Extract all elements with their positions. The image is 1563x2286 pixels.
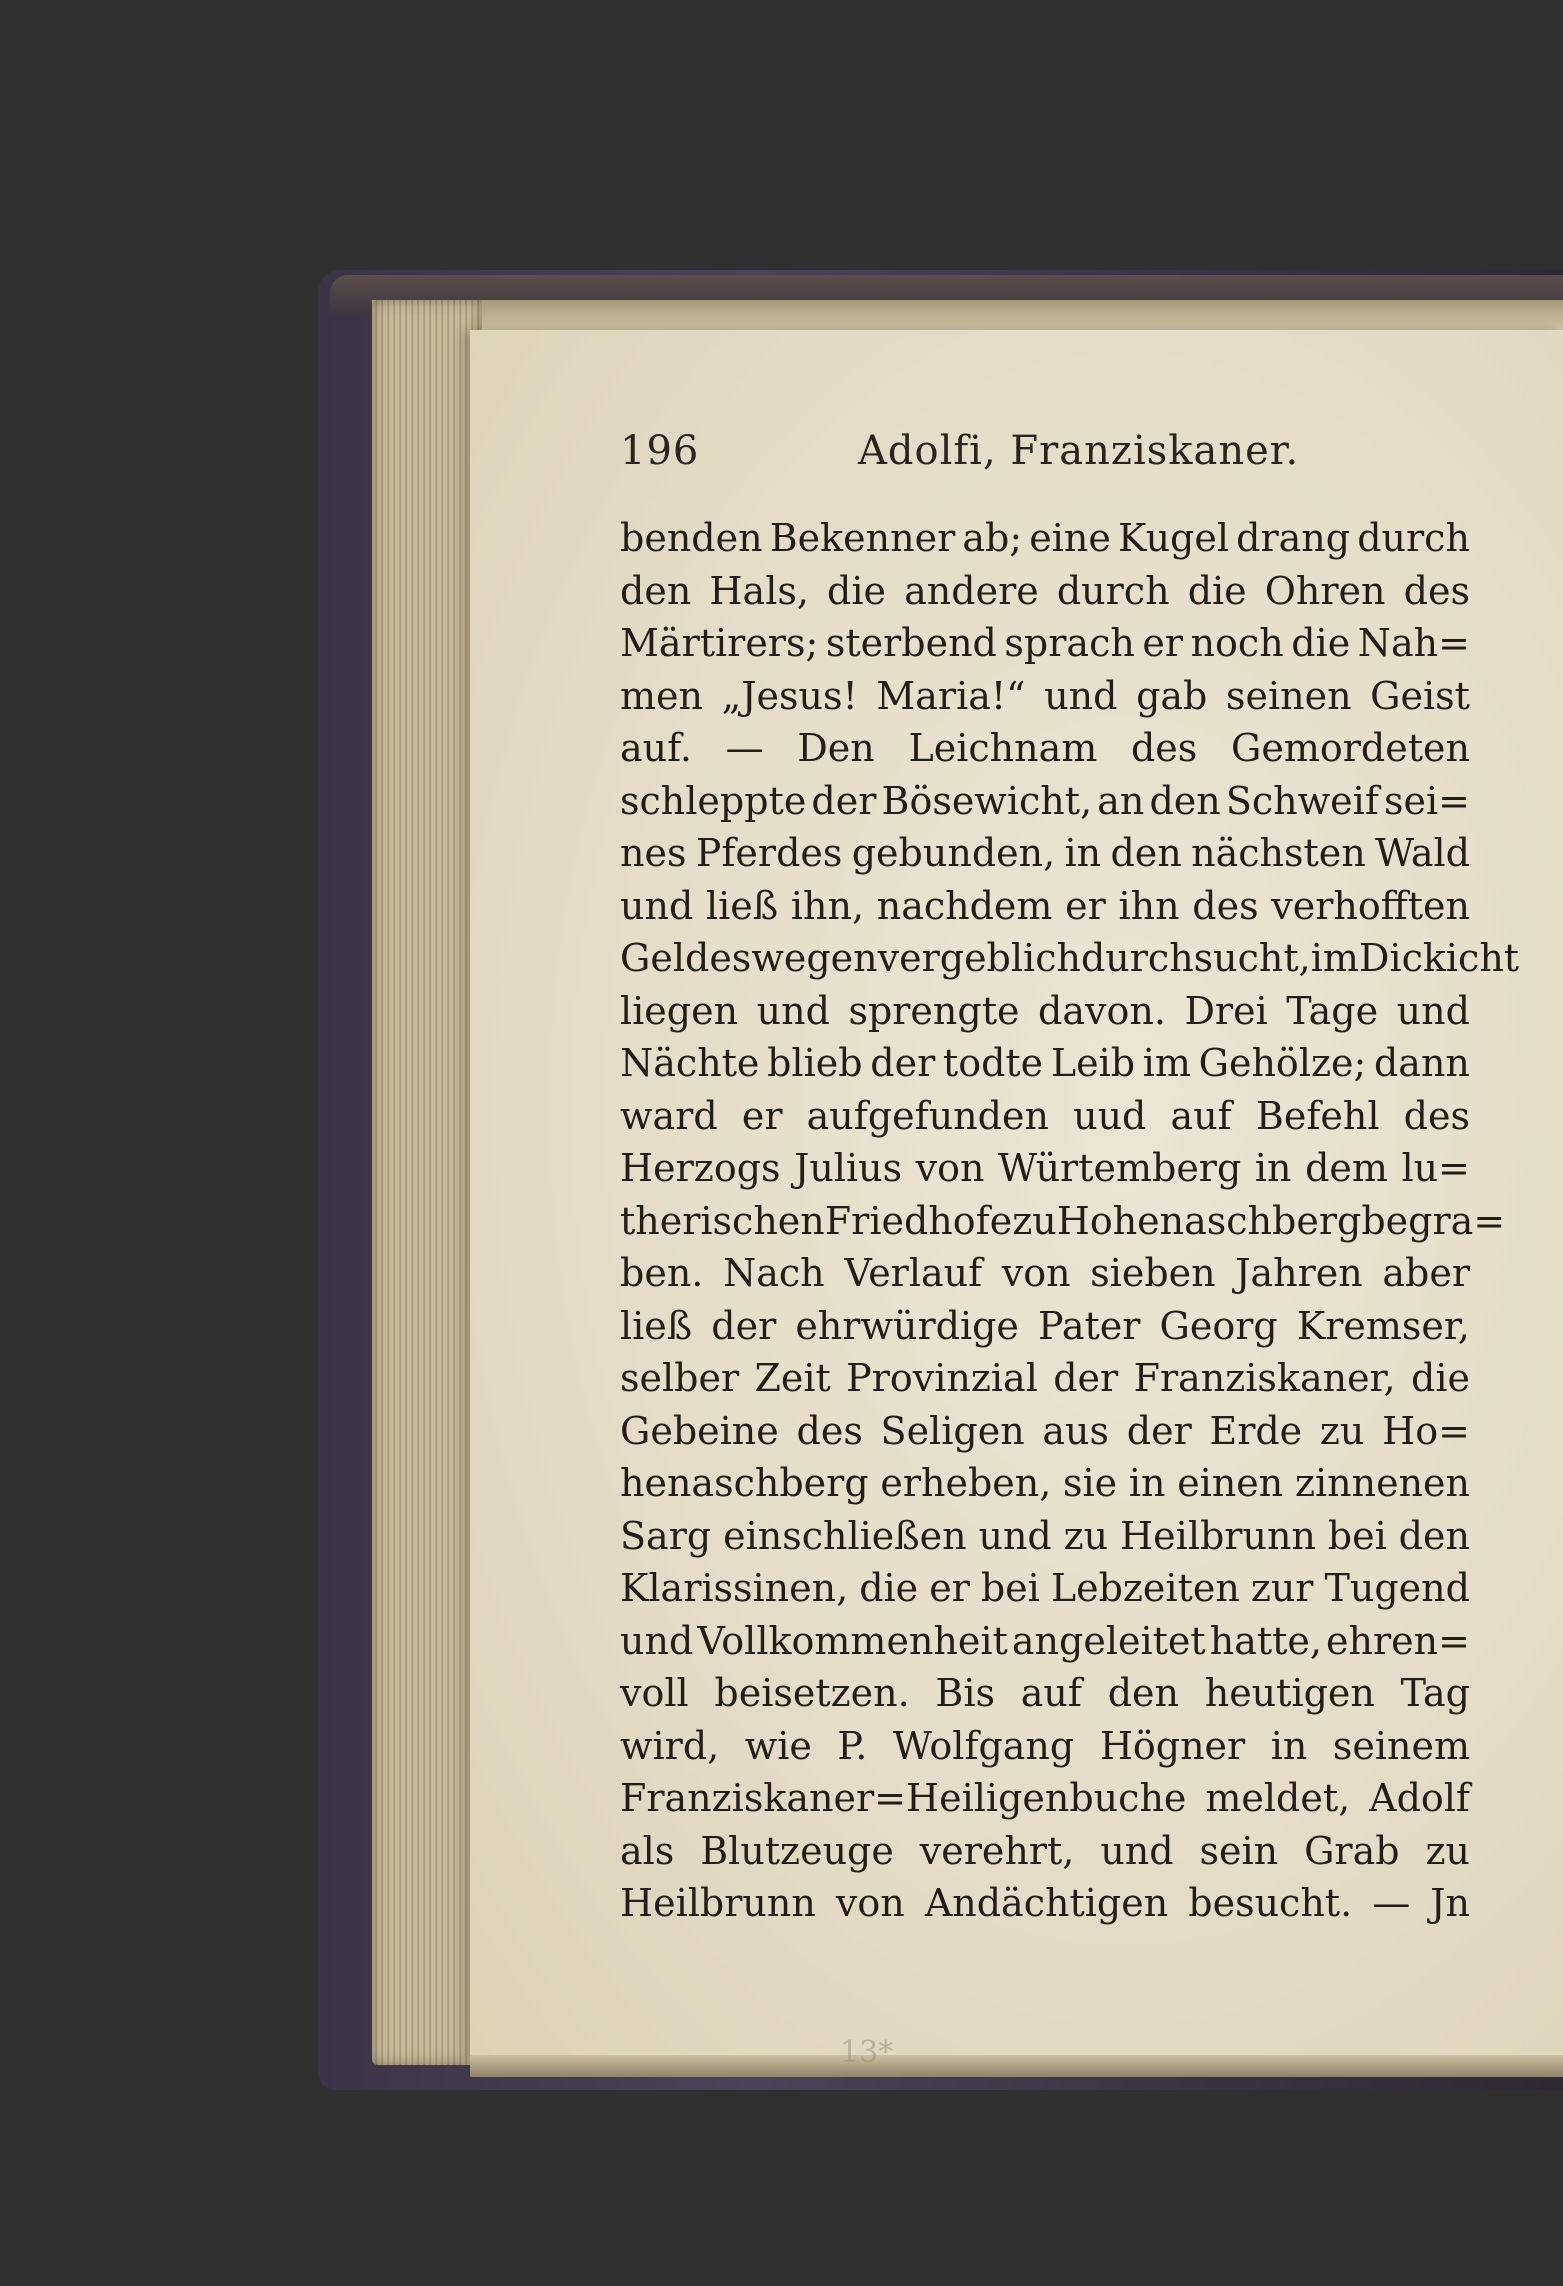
word: Zeit	[754, 1356, 831, 1400]
word: er	[741, 1093, 783, 1138]
word: einen	[1177, 1461, 1284, 1505]
word: und	[620, 883, 694, 928]
word: voll	[620, 1671, 689, 1715]
word: Tag	[1400, 1671, 1470, 1715]
text-line	[620, 1300, 1470, 1353]
word: Bösewicht,	[881, 778, 1093, 823]
word: Geist	[1370, 673, 1470, 718]
word: Leichnam	[908, 726, 1098, 770]
word: Ohren	[1264, 568, 1386, 613]
text-line	[620, 722, 1470, 775]
word: Dickicht	[1358, 936, 1520, 980]
word: Blutzeuge	[700, 1828, 894, 1873]
word: und	[1100, 1828, 1174, 1873]
text-line	[620, 827, 1470, 880]
word: angeleitet	[1011, 1618, 1206, 1663]
word: in	[1270, 1723, 1308, 1768]
word: den	[620, 568, 692, 613]
word: Maria!“	[876, 673, 1026, 718]
word: Ho=	[1382, 1408, 1470, 1453]
text-line	[620, 1247, 1470, 1300]
word: Tage	[1286, 988, 1379, 1033]
word: sei=	[1384, 778, 1470, 823]
word: der	[711, 1303, 777, 1348]
word: Kremser,	[1296, 1303, 1470, 1348]
text-line	[620, 775, 1470, 828]
word: ließ	[705, 883, 779, 928]
word: an	[1097, 778, 1145, 823]
word: noch	[1190, 621, 1284, 665]
word: auf	[1170, 1093, 1232, 1138]
running-title: Adolfi, Franziskaner.	[858, 428, 1300, 474]
word: wegen	[751, 936, 878, 980]
word: Gebeine	[620, 1408, 779, 1453]
word: „Jesus!	[721, 673, 858, 718]
word: er	[929, 1566, 970, 1610]
word: Kugel	[1118, 516, 1230, 560]
word: gebunden,	[851, 831, 1056, 875]
word: Georg	[1159, 1303, 1278, 1348]
word: eine	[1029, 516, 1111, 560]
text-line	[620, 1877, 1470, 1930]
word: P.	[837, 1723, 868, 1768]
word: der	[1126, 1408, 1192, 1453]
word: aufgefunden	[806, 1093, 1049, 1138]
word: nachdem	[876, 883, 1053, 928]
word: Andächtigen	[924, 1881, 1169, 1925]
word: durch	[1357, 516, 1470, 560]
word: zu	[1012, 1198, 1057, 1243]
word: drang	[1236, 516, 1351, 560]
text-line	[620, 985, 1470, 1038]
word: Verlauf	[844, 1251, 983, 1295]
word: ehrwürdige	[795, 1303, 1019, 1348]
text-line	[620, 1562, 1470, 1615]
word: Erde	[1209, 1408, 1303, 1453]
text-line	[620, 1825, 1470, 1878]
word: des	[1403, 568, 1470, 613]
word: meldet,	[1205, 1776, 1351, 1820]
word: durchsucht,	[1080, 936, 1311, 980]
word: beisetzen.	[714, 1671, 910, 1715]
word: Pferdes	[695, 831, 843, 875]
word: von	[835, 1881, 905, 1925]
word: Nach	[722, 1251, 825, 1295]
word: des	[1192, 883, 1259, 928]
word: ließ	[620, 1303, 693, 1348]
word: zur	[1250, 1566, 1314, 1610]
text-line	[620, 1142, 1470, 1195]
word: zinnenen	[1294, 1461, 1470, 1505]
word: Gehölze;	[1198, 1041, 1367, 1085]
word: Franziskaner,	[1133, 1356, 1396, 1400]
word: henaschberg	[620, 1461, 869, 1505]
word: begra=	[1361, 1198, 1506, 1243]
word: Provinzial	[846, 1356, 1038, 1400]
word: Den	[797, 726, 875, 770]
text-line	[620, 565, 1470, 618]
text-line	[620, 1037, 1470, 1090]
word: die	[859, 1566, 919, 1610]
text-line	[620, 670, 1470, 723]
word: sein	[1199, 1828, 1279, 1873]
word: gab	[1136, 673, 1208, 718]
word: Heilbrunn	[620, 1881, 816, 1925]
word: Franziskaner=Heiligenbuche	[620, 1776, 1187, 1820]
word: des	[1403, 1093, 1470, 1138]
word: ehren=	[1326, 1618, 1470, 1663]
text-line	[620, 512, 1470, 565]
word: ben.	[620, 1251, 704, 1295]
text-line	[620, 1457, 1470, 1510]
text-line	[620, 1352, 1470, 1405]
word: men	[620, 673, 703, 718]
word: sie	[1063, 1461, 1118, 1505]
text-line	[620, 1510, 1470, 1563]
word: Wolfgang	[892, 1723, 1075, 1768]
word: Wald	[1375, 831, 1470, 875]
word: Klarissinen,	[620, 1566, 849, 1610]
word: seinem	[1332, 1723, 1470, 1768]
word: Friedhofe	[824, 1198, 1013, 1243]
word: die	[827, 568, 887, 613]
text-line	[620, 1667, 1470, 1720]
word: durch	[1056, 568, 1170, 613]
text-line	[620, 880, 1470, 933]
word: Lebzeiten	[1050, 1566, 1240, 1610]
word: des	[796, 1408, 863, 1453]
word: der	[1053, 1356, 1119, 1400]
word: Hals,	[709, 568, 809, 613]
word: hatte,	[1209, 1618, 1322, 1663]
word: auf	[1020, 1671, 1082, 1715]
word: in	[1064, 831, 1102, 875]
word: davon.	[1038, 988, 1166, 1033]
word: und	[1396, 988, 1470, 1033]
word: uud	[1073, 1093, 1147, 1138]
word: Drei	[1184, 988, 1268, 1033]
word: blieb	[767, 1041, 863, 1085]
word: zu	[1319, 1408, 1365, 1453]
word: aber	[1382, 1251, 1470, 1295]
word: zu	[1425, 1828, 1470, 1873]
word: wie	[744, 1723, 812, 1768]
word: seinen	[1225, 673, 1352, 718]
word: in	[1254, 1146, 1292, 1190]
word: den	[1398, 1513, 1470, 1558]
running-header	[620, 428, 1480, 488]
word: er	[1142, 621, 1184, 665]
word: besucht.	[1188, 1881, 1353, 1925]
text-line	[620, 932, 1520, 985]
word: einschließen	[723, 1513, 967, 1558]
word: schleppte	[620, 778, 807, 823]
word: sterbend	[825, 621, 997, 665]
word: im	[1310, 936, 1359, 980]
text-line	[620, 1772, 1470, 1825]
word: den	[1110, 831, 1182, 875]
word: des	[1130, 726, 1198, 770]
word: Hohenaschberg	[1056, 1198, 1362, 1243]
word: verhofften	[1271, 883, 1470, 928]
word: von	[1001, 1251, 1071, 1295]
word: Grab	[1304, 1828, 1400, 1873]
word: Geldes	[620, 936, 752, 980]
word: —	[1372, 1881, 1411, 1925]
word: die	[1291, 621, 1351, 665]
word: Jahren	[1235, 1251, 1363, 1295]
word: als	[620, 1828, 675, 1873]
word: Nah=	[1357, 621, 1470, 665]
word: bei	[980, 1566, 1040, 1610]
word: Würtemberg	[998, 1146, 1242, 1190]
word: selber	[620, 1356, 740, 1400]
word: Vollkommenheit	[697, 1618, 1008, 1663]
word: und	[978, 1513, 1052, 1558]
word: Märtirers;	[620, 621, 819, 665]
word: Herzogs	[620, 1146, 781, 1190]
text-line	[620, 1090, 1470, 1143]
word: der	[870, 1041, 936, 1085]
word: zu	[1063, 1513, 1109, 1558]
word: von	[915, 1146, 985, 1190]
text-line	[620, 1615, 1470, 1668]
word: aus	[1042, 1408, 1110, 1453]
word: Sarg	[620, 1513, 712, 1558]
word: dann	[1373, 1041, 1470, 1085]
word: nächsten	[1191, 831, 1366, 875]
word: die	[1187, 568, 1247, 613]
word: Bis	[935, 1671, 996, 1715]
word: heutigen	[1204, 1671, 1375, 1715]
word: vergeblich	[877, 936, 1081, 980]
word: und	[756, 988, 830, 1033]
word: andere	[904, 568, 1039, 613]
text-line	[620, 1405, 1470, 1458]
word: Adolf	[1369, 1776, 1470, 1820]
word: Pater	[1038, 1303, 1141, 1348]
page-number: 196	[620, 428, 700, 474]
word: den	[1107, 1671, 1179, 1715]
page-bottom-edge	[470, 2055, 1563, 2077]
word: dem	[1305, 1146, 1388, 1190]
word: und	[620, 1618, 694, 1663]
word: erheben,	[880, 1461, 1052, 1505]
word: benden	[620, 516, 763, 560]
word: Jn	[1430, 1881, 1470, 1925]
word: Befehl	[1255, 1093, 1380, 1138]
word: ihn,	[790, 883, 865, 928]
word: ward	[620, 1093, 718, 1138]
text-line	[620, 617, 1470, 670]
word: den	[1149, 778, 1221, 823]
word: Högner	[1099, 1723, 1246, 1768]
word: Gemordeten	[1231, 726, 1470, 770]
word: der	[811, 778, 877, 823]
word: er	[1065, 883, 1106, 928]
word: auf.	[620, 726, 692, 770]
word: wird,	[620, 1723, 720, 1768]
word: todte	[942, 1041, 1044, 1085]
word: —	[725, 726, 764, 770]
text-line	[620, 1720, 1470, 1773]
word: und	[1044, 673, 1118, 718]
word: ihn	[1118, 883, 1180, 928]
word: Nächte	[620, 1041, 760, 1085]
word: sprengte	[848, 988, 1020, 1033]
word: im	[1142, 1041, 1191, 1085]
word: nes	[620, 831, 687, 875]
word: Seligen	[880, 1408, 1025, 1453]
word: in	[1128, 1461, 1166, 1505]
word: therischen	[620, 1198, 825, 1243]
word: die	[1411, 1356, 1470, 1400]
signature-mark: 13*	[840, 2035, 894, 2070]
word: sieben	[1090, 1251, 1216, 1295]
word: lu=	[1401, 1146, 1470, 1190]
word: Julius	[794, 1146, 903, 1190]
text-line	[620, 1195, 1506, 1248]
word: bei	[1327, 1513, 1387, 1558]
word: verehrt,	[919, 1828, 1075, 1873]
word: Heilbrunn	[1120, 1513, 1316, 1558]
word: ab;	[962, 516, 1023, 560]
page-edges-top	[372, 300, 1563, 330]
word: Schweif	[1225, 778, 1379, 823]
page-edges-side	[372, 300, 482, 2065]
word: Bekenner	[769, 516, 956, 560]
word: sprach	[1004, 621, 1135, 665]
body-text	[620, 512, 1520, 1930]
word: Tugend	[1324, 1566, 1470, 1610]
word: Leib	[1050, 1041, 1136, 1085]
word: liegen	[620, 988, 739, 1033]
